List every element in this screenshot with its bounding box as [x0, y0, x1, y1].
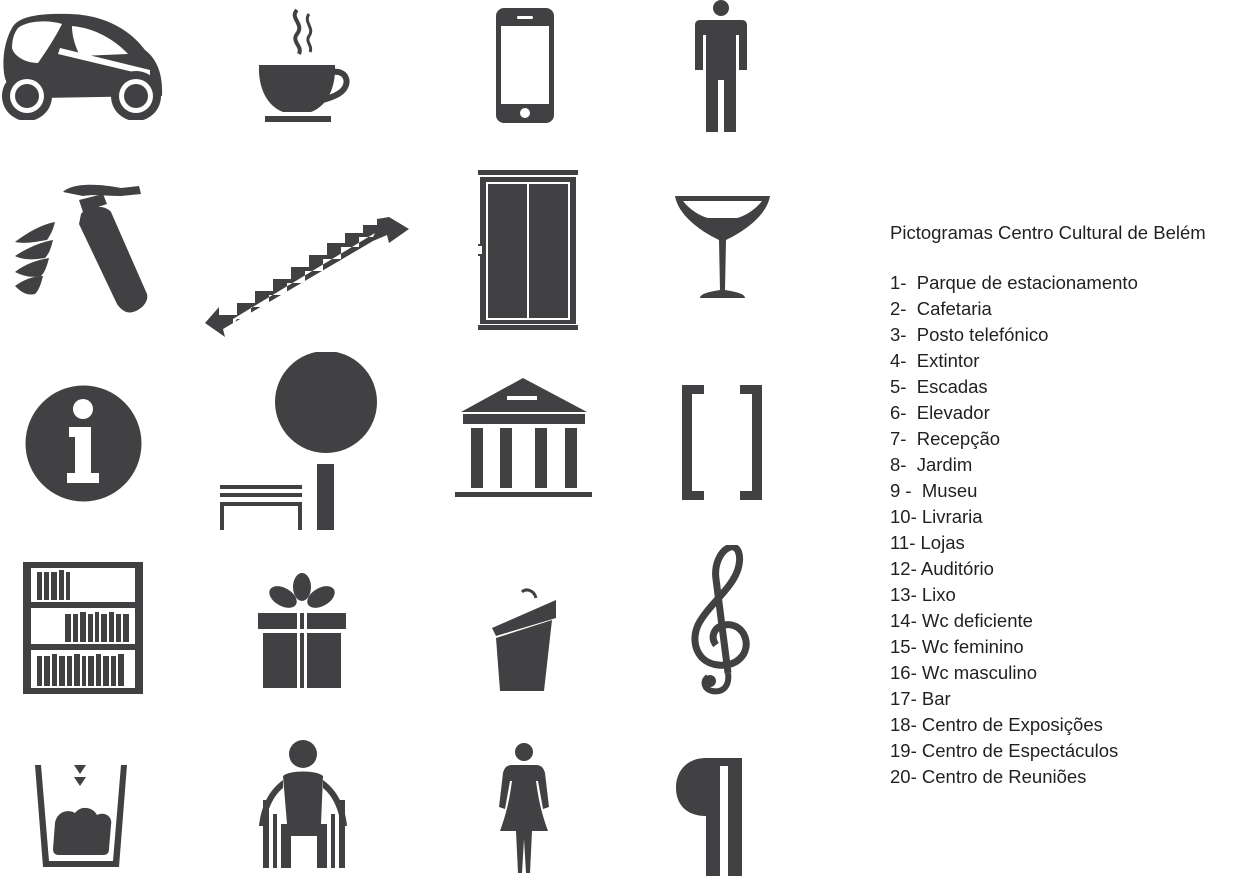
list-item: 16- Wc masculino	[890, 662, 1038, 683]
smartphone-icon	[494, 8, 556, 124]
list-item: 2- Cafetaria	[890, 298, 992, 319]
list-item: 18- Centro de Exposições	[890, 714, 1103, 735]
list-item: 14- Wc deficiente	[890, 610, 1033, 631]
list-item: 19- Centro de Espectáculos	[890, 740, 1119, 761]
list-item: 6- Elevador	[890, 402, 990, 423]
list-item: 11- Lojas	[890, 532, 965, 553]
list-item: 15- Wc feminino	[890, 636, 1024, 657]
list-item: 10- Livraria	[890, 506, 983, 527]
coffee-cup-icon	[255, 8, 350, 124]
list-item: 20- Centro de Reuniões	[890, 766, 1087, 787]
waste-bin-icon	[35, 765, 127, 868]
tree-bench-icon	[218, 352, 380, 530]
information-icon	[25, 385, 142, 502]
electric-car-icon	[0, 8, 165, 120]
list-item: 3- Posto telefónico	[890, 324, 1049, 345]
legend-list	[890, 270, 1235, 790]
list-item: 7- Recepção	[890, 428, 1001, 449]
treble-clef-icon	[688, 545, 754, 695]
bookshelf-icon	[23, 562, 143, 694]
cocktail-glass-icon	[675, 194, 770, 302]
stairs-icon	[203, 215, 409, 337]
museum-icon	[455, 378, 592, 498]
man-icon	[694, 0, 748, 134]
list-item: 17- Bar	[890, 688, 951, 709]
legend-title: Pictogramas Centro Cultural de Belém	[890, 222, 1206, 243]
list-item: 5- Escadas	[890, 376, 988, 397]
brackets-icon	[682, 385, 762, 501]
lectern-icon	[492, 588, 558, 692]
fire-extinguisher-icon	[13, 182, 149, 316]
list-item: 1- Parque de estacionamento	[890, 272, 1138, 293]
pilcrow-icon	[676, 758, 742, 876]
list-item: 4- Extintor	[890, 350, 980, 371]
legend	[890, 220, 1235, 790]
list-item: 9 - Museu	[890, 480, 978, 501]
gift-box-icon	[257, 573, 347, 688]
list-item: 8- Jardim	[890, 454, 973, 475]
wheelchair-icon	[255, 740, 352, 868]
list-item: 13- Lixo	[890, 584, 956, 605]
elevator-icon	[478, 170, 578, 330]
woman-icon	[498, 743, 550, 873]
list-item: 12- Auditório	[890, 558, 994, 579]
